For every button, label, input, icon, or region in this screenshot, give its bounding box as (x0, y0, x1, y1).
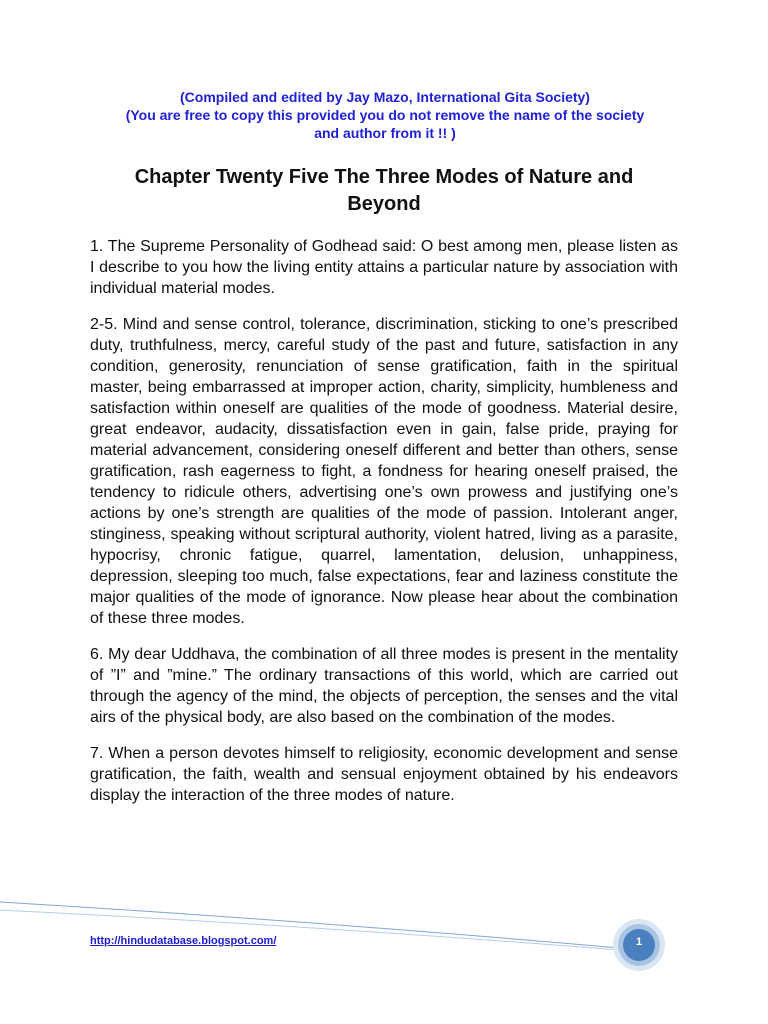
verse-paragraph: 1. The Supreme Personality of Godhead said: O best among men, please listen as I describe to you how the living entity attains a particular nature by association with individual material modes. (90, 238, 678, 297)
verse-paragraph: 2-5. Mind and sense control, tolerance, discrimination, sticking to one’s prescribed duty, truthfulness, mercy, careful study of the past and future, satisfaction in any condition, generosity, renunciation of sense gratification, faith in the spiritual master, being embarrassed at improper action, charity, simplicity, humbleness and satisfaction within oneself are qualities of the mode of goodness. Material desire, great endeavor, audacity, dissatisfaction even in gain, false pride, praying for material advancement, considering oneself different and better than others, sense gratification, rash eagerness to fight, a fondness for hearing oneself praised, the tendency to ridicule others, advertising one’s own prowess and justifying one’s actions by one’s strength are qualities of the mode of passion. Intolerant anger, stinginess, speaking without scriptural authority, violent hatred, living as a parasite, hypocrisy, chronic fatigue, quarrel, lamentation, delusion, unhappiness, depression, sleeping too much, false expectations, fear and laziness constitute the major qualities of the mode of ignorance. Now please hear about the combination of these three modes. (90, 316, 678, 627)
notice-line-2: (You are free to copy this provided you do not remove the name of the society (125, 107, 645, 123)
chapter-title: Chapter Twenty Five The Three Modes of Nature and Beyond (134, 166, 634, 215)
compilation-notice (90, 88, 680, 142)
verse-paragraph: 6. My dear Uddhava, the combination of all three modes is present in the mentality of ”I” and ”mine.” The ordinary transactions of this world, which are carried out through the agency of the mind, the objects of perception, the senses and the vital airs of the physical body, are also based on the combination of the modes. (90, 646, 678, 726)
verse-paragraph: 7. When a person devotes himself to religiosity, economic development and sense gratification, the faith, wealth and sensual enjoyment obtained by his endeavors display the interaction of the three modes of nature. (90, 745, 678, 804)
notice-line-3: and author from it !! ) (314, 125, 456, 141)
chapter-body (90, 236, 678, 821)
notice-line-1: (Compiled and edited by Jay Mazo, International Gita Society) (180, 89, 590, 105)
page-number: 1 (635, 936, 643, 948)
footer-source-link[interactable]: http://hindudatabase.blogspot.com/ (90, 935, 277, 947)
